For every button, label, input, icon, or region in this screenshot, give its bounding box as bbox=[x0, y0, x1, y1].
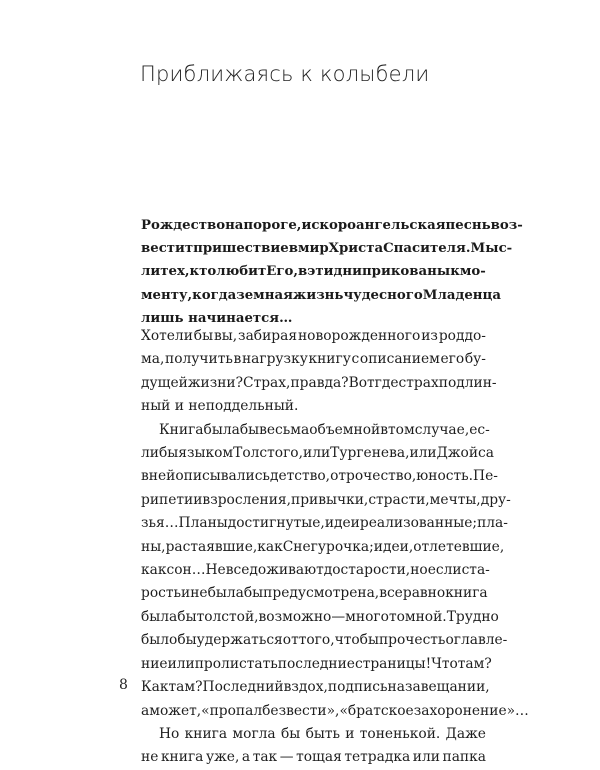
lead-line: ли тех, кто любит Его, в эти дни прикованы к мо- bbox=[141, 264, 486, 280]
body-line: Книга была бы весьма объемной в том случае, ес- bbox=[159, 421, 490, 438]
body-line: Хотели бы вы, забирая новорожденного из роддо- bbox=[141, 328, 486, 344]
body-line: дущей жизни? Страх, правда? Вот где страх подлин- bbox=[141, 374, 497, 391]
body-line: ны, растаявшие, как Снегурочка; идеи, отлетевшие, bbox=[141, 538, 505, 555]
lead-line: Рождество на пороге, и скоро ангельская песнь воз- bbox=[141, 218, 523, 233]
lead-paragraph bbox=[141, 214, 523, 330]
body-line: а может, «пропал без вести», «братское захоронение»… bbox=[141, 702, 529, 719]
body-line: как сон… Не все доживают до старости, но если ста- bbox=[141, 562, 490, 579]
body-line: ный и неподдельный. bbox=[141, 398, 299, 415]
body-line: ние или пролистать последние страницы! Что там? bbox=[141, 655, 492, 672]
body-line: зья… Планы достигнутые, идеи реализованные; пла- bbox=[141, 515, 508, 532]
body-line: было бы удержаться от того, чтобы прочесть оглавле- bbox=[141, 632, 508, 649]
body-line: ма, получить в нагрузку книгу с описанием его бу- bbox=[141, 351, 486, 368]
body-text bbox=[141, 325, 529, 770]
body-line: ли бы языком Толстого, или Тургенева, или Джойса bbox=[141, 445, 494, 462]
body-line: рость и не была бы предусмотрена, все равно книга bbox=[141, 585, 488, 602]
body-line: в ней описывались детство, отрочество, юность. Пе- bbox=[141, 468, 498, 485]
body-line: не книга уже, а так — тощая тетрадка или папка bbox=[141, 749, 486, 766]
lead-line: лишь начинается… bbox=[141, 310, 293, 326]
body-line: Как там? Последний вздох, подпись на завещании, bbox=[141, 679, 490, 696]
body-line: была бы толстой, возможно — многотомной. Трудно bbox=[141, 608, 499, 625]
body-line: рипетии взросления, привычки, страсти, мечты, дру- bbox=[141, 491, 511, 508]
body-line: Но книга могла бы быть и тоненькой. Даже bbox=[159, 725, 486, 742]
lead-line: менту, когда земная жизнь чудесного Младенца bbox=[141, 287, 501, 303]
chapter-title: Приближаясь к колыбели bbox=[140, 62, 430, 86]
page-number: 8 bbox=[119, 677, 128, 693]
lead-line: вестит пришествие в мир Христа Спасителя. Мыс- bbox=[141, 241, 513, 257]
